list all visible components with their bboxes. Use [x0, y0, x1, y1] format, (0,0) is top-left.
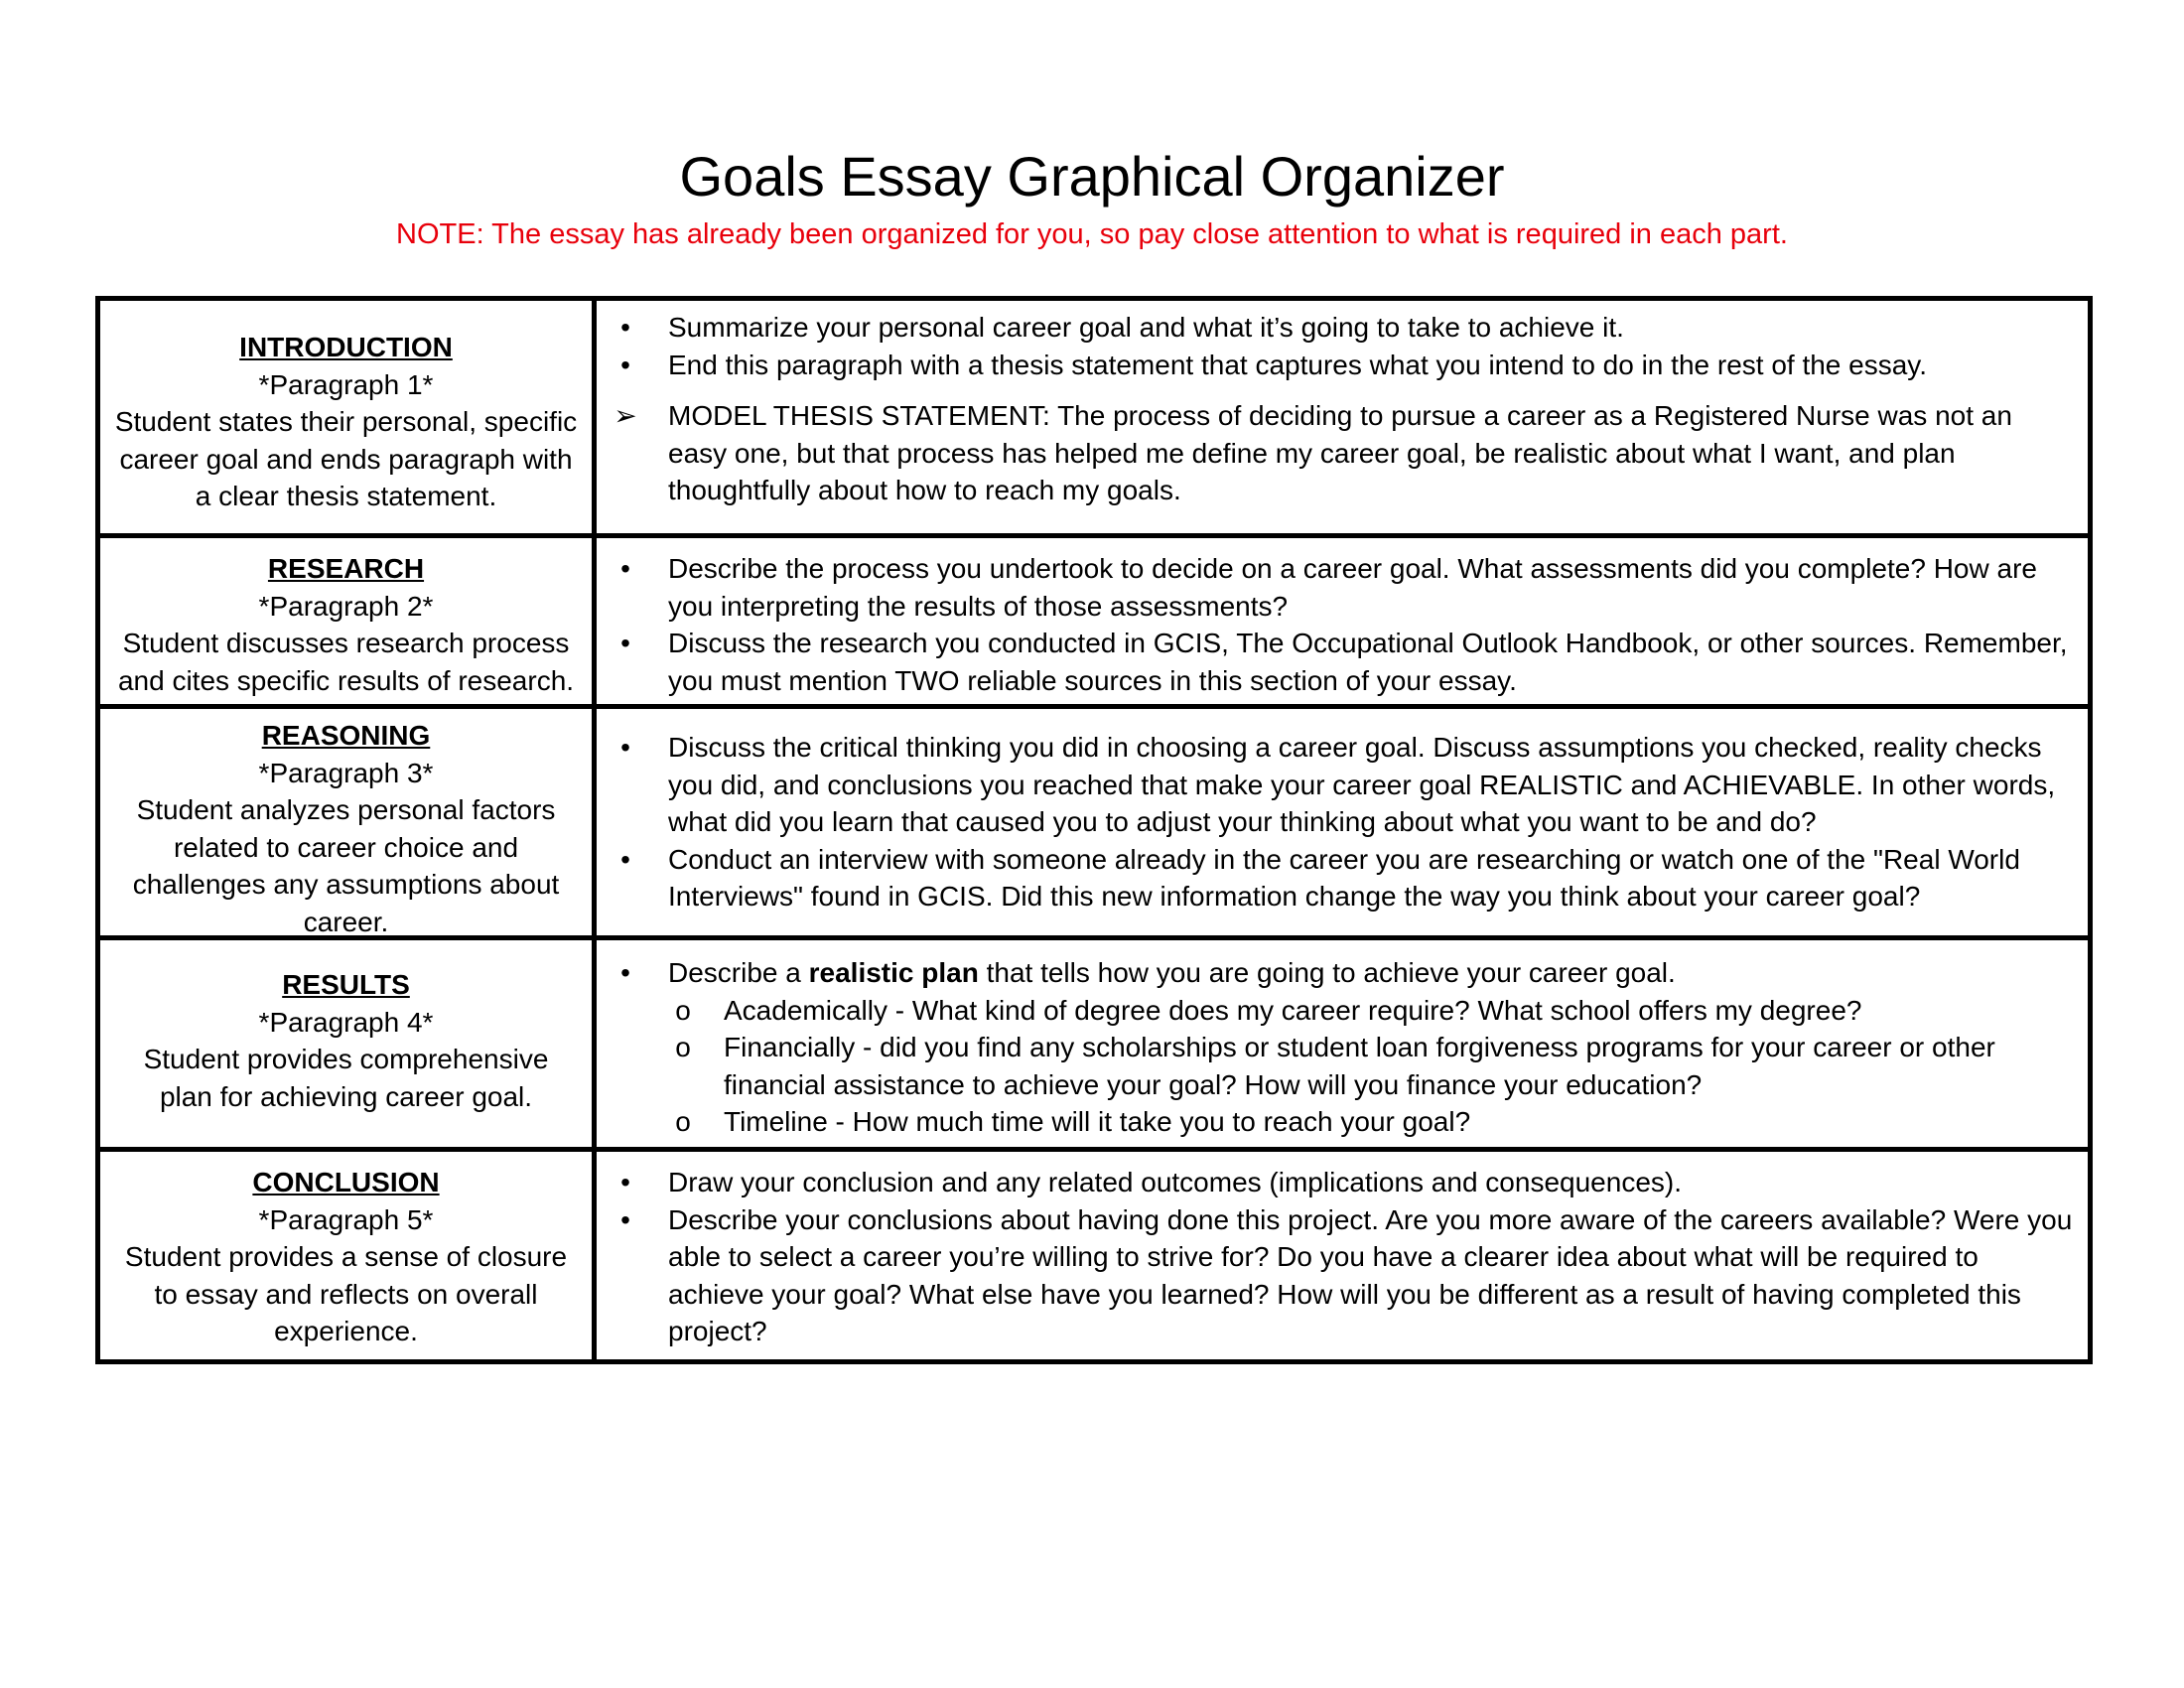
- section-paragraph-number: *Paragraph 5*: [258, 1203, 434, 1235]
- section-heading: RESULTS: [282, 969, 410, 1000]
- bullet-icon: •: [620, 349, 630, 380]
- section-introduction: [100, 301, 2088, 538]
- list-item-text: Discuss the critical thinking you did in choosing a career goal. Discuss assumptions you checked, reality checks you did, and conclusions you reached that make your career goal REALISTIC and ACHIEVABLE. In other words, what did you learn that caused you to adjust your thinking about what you want to be and do?: [668, 732, 2056, 837]
- section-content-cell: [597, 709, 2088, 935]
- section-reasoning: [100, 709, 2088, 940]
- circle-bullet-icon: o: [675, 994, 691, 1026]
- bullet-list: [597, 309, 2074, 509]
- list-item-text-start: Describe a: [668, 957, 809, 988]
- bullet-list: [597, 954, 2074, 1141]
- section-label-cell: [100, 940, 597, 1147]
- bullet-icon: •: [620, 1167, 630, 1197]
- circle-bullet-icon: o: [675, 1032, 691, 1062]
- section-heading: CONCLUSION: [252, 1167, 440, 1197]
- section-heading: REASONING: [261, 720, 431, 751]
- list-item: [597, 841, 2074, 915]
- bullet-list: [597, 550, 2074, 699]
- list-item-text: Discuss the research you conducted in GCIS, The Occupational Outlook Handbook, or other sources. Remember, you must mention TWO reliable sources in this section of your essay.: [668, 628, 2068, 696]
- list-item-text: Conduct an interview with someone already in the career you are researching or watch one of the "Real World Interviews" found in GCIS. Did this new information change the way you think about your career goal?: [668, 843, 2020, 912]
- section-content-cell: [597, 538, 2088, 704]
- list-item: [597, 1201, 2074, 1350]
- bullet-icon: •: [620, 312, 630, 343]
- section-results: [100, 940, 2088, 1152]
- page-title: Goals Essay Graphical Organizer: [679, 145, 1505, 208]
- list-item-text: Summarize your personal career goal and what it’s going to take to achieve it.: [668, 312, 1624, 343]
- list-item: [597, 550, 2074, 625]
- page-note: NOTE: The essay has already been organized for you, so pay close attention to what is required in each part.: [396, 218, 1788, 250]
- list-item: [597, 954, 2074, 992]
- bullet-icon: •: [620, 1203, 630, 1235]
- section-heading: RESEARCH: [267, 553, 425, 584]
- sub-list-item: [597, 992, 2074, 1030]
- sub-list-item: [597, 1103, 2074, 1141]
- sub-list-item-text: Financially - did you find any scholarships or student loan forgiveness programs for your career or other financial assistance to achieve your goal? How will you finance your education?: [724, 1032, 1995, 1100]
- bullet-icon: •: [620, 732, 630, 763]
- model-thesis-text: MODEL THESIS STATEMENT: The process of deciding to pursue a career as a Registered Nurse was not an easy one, but that process has helped me define my career goal, be realistic about what I want, and plan thoughtfully about how to reach my goals.: [668, 400, 2012, 505]
- bullet-icon: •: [620, 843, 630, 875]
- section-research: [100, 538, 2088, 709]
- list-item-text: Describe your conclusions about having done this project. Are you more aware of the careers available? Were you able to select a career you’re willing to strive for? Do you have a clearer idea about what will be required to achieve your goal? What else have you learned? How will you be different as a result of having completed this project?: [668, 1203, 2073, 1346]
- section-label-cell: [100, 301, 597, 533]
- section-paragraph-number: *Paragraph 2*: [258, 590, 434, 622]
- list-item: [597, 625, 2074, 699]
- section-label-cell: [100, 1152, 597, 1359]
- section-paragraph-number: *Paragraph 3*: [258, 757, 434, 788]
- circle-bullet-icon: o: [675, 1106, 691, 1137]
- bullet-icon: •: [620, 553, 630, 584]
- section-conclusion: [100, 1152, 2088, 1359]
- section-paragraph-number: *Paragraph 4*: [258, 1006, 434, 1038]
- section-content-cell: [597, 301, 2088, 533]
- bullet-list: [597, 1164, 2074, 1350]
- list-item-text: Describe the process you undertook to decide on a career goal. What assessments did you complete? How are you interpreting the results of those assessments?: [668, 553, 2037, 622]
- bullet-icon: •: [620, 628, 630, 658]
- model-thesis-item: [597, 397, 2074, 509]
- section-paragraph-number: *Paragraph 1*: [258, 368, 434, 400]
- sub-list-item-text: Timeline - How much time will it take you to reach your goal?: [724, 1106, 1471, 1137]
- sub-list-item-text: Academically - What kind of degree does my career require? What school offers my degree?: [724, 994, 1862, 1026]
- section-label-cell: [100, 709, 597, 935]
- section-content-cell: [597, 1152, 2088, 1359]
- section-label-cell: [100, 538, 597, 704]
- list-item-text: End this paragraph with a thesis statement that captures what you intend to do in the rest of the essay.: [668, 349, 1927, 380]
- section-content-cell: [597, 940, 2088, 1147]
- section-description: Student states their personal, specific career goal and ends paragraph with a clear thesis statement.: [114, 406, 578, 511]
- section-description: Student analyzes personal factors related to career choice and challenges any assumptions about career.: [132, 794, 560, 937]
- sub-list-item: [597, 1029, 2074, 1103]
- list-item-emphasis: realistic plan: [808, 957, 979, 988]
- list-item: [597, 347, 2074, 384]
- organizer-table: [95, 296, 2093, 1364]
- list-item: [597, 309, 2074, 347]
- list-item-text: Draw your conclusion and any related outcomes (implications and consequences).: [668, 1167, 1682, 1197]
- bullet-list: [597, 729, 2074, 915]
- section-description: Student discusses research process and cites specific results of research.: [117, 628, 575, 696]
- list-item-text-end: that tells how you are going to achieve your career goal.: [978, 957, 1676, 988]
- list-item: [597, 1164, 2074, 1201]
- section-description: Student provides a sense of closure to essay and reflects on overall experience.: [124, 1241, 568, 1346]
- section-heading: INTRODUCTION: [239, 332, 453, 362]
- list-item: [597, 729, 2074, 841]
- section-description: Student provides comprehensive plan for achieving career goal.: [143, 1044, 549, 1112]
- arrow-bullet-icon: ➢: [614, 400, 637, 431]
- bullet-icon: •: [620, 957, 630, 988]
